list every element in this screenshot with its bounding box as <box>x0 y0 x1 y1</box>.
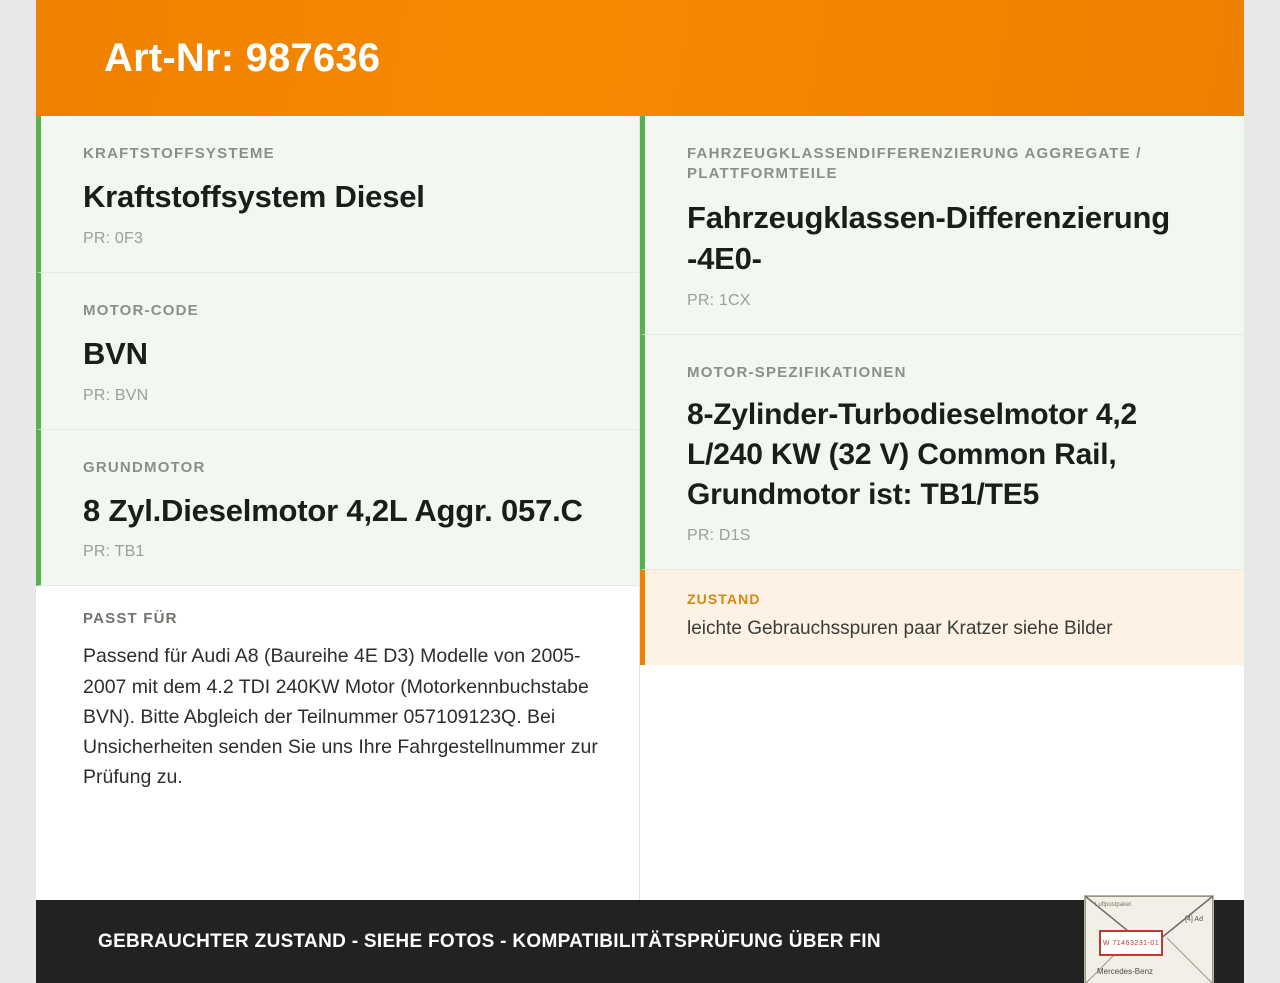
stamp-brand-text: Mercedes-Benz <box>1097 967 1154 976</box>
passt-fuer-text: Passend für Audi A8 (Baureihe 4E D3) Modelle von 2005-2007 mit dem 4.2 TDI 240KW Motor (Motorkennbuchstabe BVN). Bitte Abgleich der Teilnummer 057109123Q. Bei Unsicherheiten senden Sie uns Ihre Fahrgestellnummer zur Prüfung zu. <box>83 645 598 789</box>
spec-value: BVN <box>83 336 148 372</box>
spec-label: MOTOR-SPEZIFIKATIONEN <box>687 363 907 381</box>
info-sheet <box>36 0 1244 983</box>
zustand-card <box>640 570 1244 664</box>
spec-value: Kraftstoffsystem Diesel <box>83 179 425 215</box>
zustand-label: ZUSTAND <box>687 591 761 608</box>
passt-fuer-label: PASST FÜR <box>83 610 178 628</box>
header-banner <box>36 0 1244 116</box>
spec-card-grundmotor <box>36 430 639 587</box>
right-column-spacer <box>640 665 1244 900</box>
spec-card-motor-spezifikationen <box>640 335 1244 571</box>
stamp-corner-text: [4] Ad <box>1185 916 1203 923</box>
left-column-spacer <box>36 816 639 900</box>
zustand-text: leichte Gebrauchsspuren paar Kratzer siehe Bilder <box>687 618 1113 640</box>
spec-card-motor-code <box>36 273 639 430</box>
spec-label: MOTOR-CODE <box>83 301 199 319</box>
spec-card-fahrzeugklassendifferenzierung <box>640 116 1244 335</box>
envelope-stamp-image <box>1084 895 1214 983</box>
spec-value: 8-Zylinder-Turbodieselmotor 4,2 L/240 KW (32 V) Common Rail, Grundmotor ist: TB1/TE5 <box>687 397 1137 512</box>
right-column <box>640 116 1244 900</box>
spec-pr-code: PR: D1S <box>687 527 751 545</box>
spec-value: 8 Zyl.Dieselmotor 4,2L Aggr. 057.C <box>83 492 583 528</box>
spec-value: Fahrzeugklassen-Differenzierung -4E0- <box>687 199 1171 277</box>
footer-banner <box>36 900 1244 983</box>
spec-card-kraftstoffsysteme <box>36 116 639 273</box>
spec-pr-code: PR: 1CX <box>687 291 751 309</box>
spec-pr-code: PR: TB1 <box>83 543 145 561</box>
spec-label: GRUNDMOTOR <box>83 458 206 476</box>
spec-pr-code: PR: 0F3 <box>83 229 144 247</box>
stamp-top-text: Luftpostpaket <box>1095 902 1132 908</box>
spec-pr-code: PR: BVN <box>83 386 149 404</box>
spec-label: KRAFTSTOFFSYSTEME <box>83 145 275 162</box>
content-body <box>36 116 1244 900</box>
passt-fuer-section <box>36 586 639 816</box>
footer-text: GEBRAUCHTER ZUSTAND - SIEHE FOTOS - KOMPATIBILITÄTSPRÜFUNG ÜBER FIN <box>98 930 881 952</box>
spec-label: FAHRZEUGKLASSENDIFFERENZIERUNG AGGREGATE / PLATTFORMTEILE <box>687 145 1142 183</box>
page-title: Art-Nr: 987636 <box>104 35 381 80</box>
left-column <box>36 116 640 900</box>
stamp-code-box: W 71463231-01 <box>1099 930 1163 956</box>
